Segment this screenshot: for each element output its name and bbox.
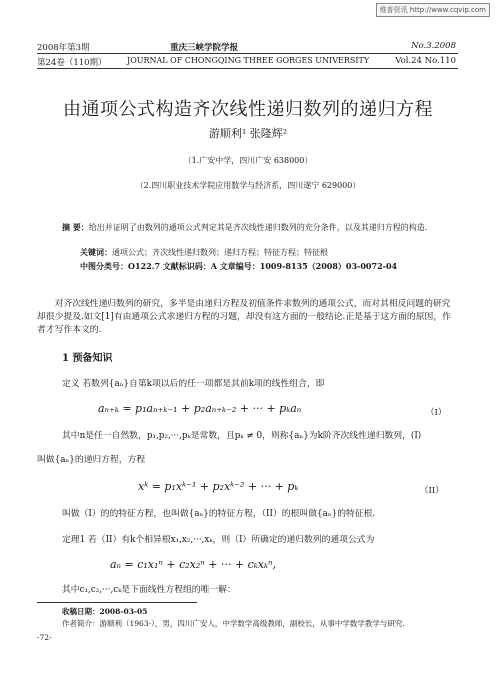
classification-line: 中图分类号：O122.7 文献标识码：A 文章编号：1009-8135（2008）03-0072-04 <box>80 261 398 271</box>
volume-chinese: 第24卷（110期） <box>37 58 107 68</box>
intro-paragraph: 对齐次线性递归数列的研究，多半是由递归方程及初值条件求数列的通项公式，而对其相反问题的研究却很少提及.如文[1]有由通项公式求递归方程的习题，却没有这方面的一般结论.正是基于这方面的原因，作者才写作本文的. <box>37 299 451 335</box>
abstract-label: 摘 要： <box>62 222 89 232</box>
journal-english-name: JOURNAL OF CHONGQING THREE GORGES UNIVERSITY <box>127 56 370 65</box>
recursion-equation-note: 叫做{aₙ}的递归方程，方程 <box>37 455 146 465</box>
authors: 游顺利¹ 张隆辉² <box>208 127 288 140</box>
affiliation-2: （2.四川职业技术学院应用数学与经济系，四川遂宁 629000） <box>135 181 361 190</box>
equation-2: xᵏ = p₁xᵏ⁻¹ + p₂xᵏ⁻² + ··· + pₖ <box>138 480 299 493</box>
paper-title: 由通项公式构造齐次线性递归数列的递归方程 <box>63 99 433 120</box>
watermark-stamp: 维普资讯 http://www.cqvip.com <box>376 3 490 17</box>
theorem-1: 定理1 若（II）有k个相异根x₁,x₂,···,xₖ，则（I）所确定的递归数列的通项公式为 <box>62 535 375 545</box>
footnote-rule <box>37 602 197 603</box>
received-date: 收稿日期：2008-03-05 <box>62 607 148 616</box>
page-number: -72- <box>37 633 52 642</box>
definition-continuation: 其中n是任一自然数，p₁,p₂,···,pₖ是常数，且pₖ ≠ 0，则称{aₙ}为k阶齐次线性递归数列，(I) <box>62 431 422 441</box>
equation-1: aₙ₊ₖ = p₁aₙ₊ₖ₋₁ + p₂aₙ₊ₖ₋₂ + ··· + pₖaₙ <box>98 402 302 415</box>
author-bio: 作者简介：游顺利（1963-），男，四川广安人，中学数学高级教师，副校长，从事中学数学教学与研究. <box>62 619 405 628</box>
keywords-text: 通项公式；齐次线性递归数列；递归方程；特征方程；特征根 <box>112 248 328 257</box>
volume-english: Vol.24 No.110 <box>395 56 456 66</box>
abstract <box>62 221 434 234</box>
journal-chinese-name: 重庆三峡学院学报 <box>170 43 239 53</box>
issue-number: No.3.2008 <box>411 41 456 51</box>
equation-1-number: （I） <box>426 408 447 418</box>
linear-system-note: 其中c₁,c₂,···,cₖ是下面线性方程组的唯一解： <box>62 585 236 595</box>
header-rule-bottom <box>37 68 458 69</box>
equation-2-number: （II） <box>420 486 444 496</box>
section-heading: 1 预备知识 <box>62 353 113 364</box>
definition-text: 定义 若数列{aₙ}自第k项以后的任一项都是其前k项的线性组合，即 <box>62 379 325 389</box>
keywords <box>80 247 328 258</box>
issue-date: 2008年第3期 <box>37 43 90 53</box>
characteristic-equation-note: 叫做（I）的的特征方程，也叫做{aₙ}的特征方程，（II）的根叫做{aₙ}的特征根. <box>62 509 376 519</box>
abstract-text: 给出并证明了由数列的通项公式判定其是齐次线性递归数列的充分条件，以及其递归方程的构造． <box>88 223 433 232</box>
keywords-label: 关键词： <box>80 247 112 257</box>
affiliation-1: （1.广安中学，四川广安 638000） <box>183 156 313 165</box>
equation-3: aₙ = c₁x₁ⁿ + c₂x₂ⁿ + ··· + cₖxₖⁿ, <box>110 558 276 571</box>
header-rule-top <box>37 53 458 54</box>
